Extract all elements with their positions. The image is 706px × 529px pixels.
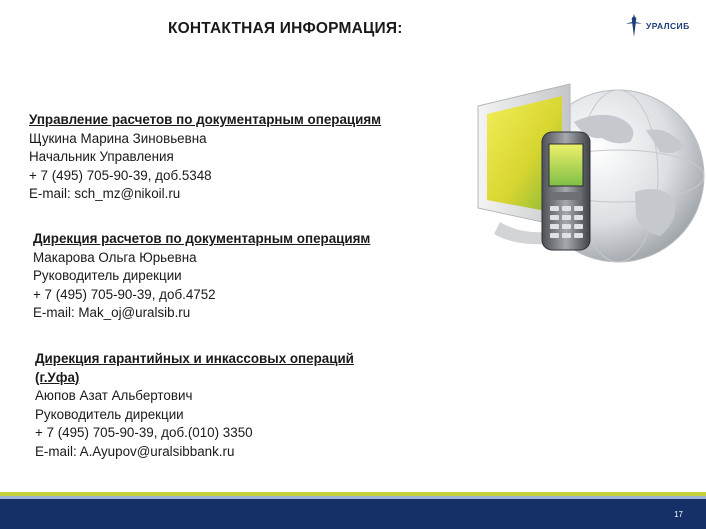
- footer-bar: [0, 499, 706, 529]
- contact-block-2: [33, 230, 370, 323]
- contact-name: Аюпов Азат Альбертович: [35, 388, 193, 404]
- contact-email: E-mail: sch_mz@nikoil.ru: [29, 186, 181, 202]
- contact-block-1: [29, 111, 381, 204]
- contact-heading: Управление расчетов по документарным операциям: [29, 112, 382, 127]
- contact-heading: Дирекция расчетов по документарным операциям: [33, 231, 371, 246]
- contact-name: Щукина Марина Зиновьевна: [29, 130, 207, 146]
- contact-position: Начальник Управления: [29, 149, 174, 165]
- uralsib-logo: [624, 12, 700, 40]
- contact-position: Руководитель дирекции: [35, 406, 184, 422]
- contact-email: E-mail: Mak_oj@uralsib.ru: [33, 305, 191, 321]
- contact-phone: + 7 (495) 705-90-39, доб.(010) 3350: [35, 425, 253, 441]
- contact-block-3: [35, 350, 354, 462]
- contact-phone: + 7 (495) 705-90-39, доб.4752: [33, 286, 216, 302]
- logo-text: УРАЛСИБ: [646, 21, 690, 31]
- contact-phone: + 7 (495) 705-90-39, доб.5348: [29, 167, 212, 183]
- contact-heading: Дирекция гарантийных и инкассовых операций: [35, 351, 354, 366]
- mobile-phone-icon: [542, 132, 590, 250]
- globe-monitor-phone-illustration: [470, 82, 706, 292]
- contact-name: Макарова Ольга Юрьевна: [33, 249, 197, 265]
- uralsib-emblem-icon: [624, 13, 644, 39]
- contact-email: E-mail: A.Ayupov@uralsibbank.ru: [35, 443, 235, 459]
- page-number: 17: [674, 510, 683, 519]
- contact-position: Руководитель дирекции: [33, 268, 182, 284]
- page-title: КОНТАКТНАЯ ИНФОРМАЦИЯ:: [168, 20, 403, 37]
- contact-heading-city: (г.Уфа): [35, 369, 80, 385]
